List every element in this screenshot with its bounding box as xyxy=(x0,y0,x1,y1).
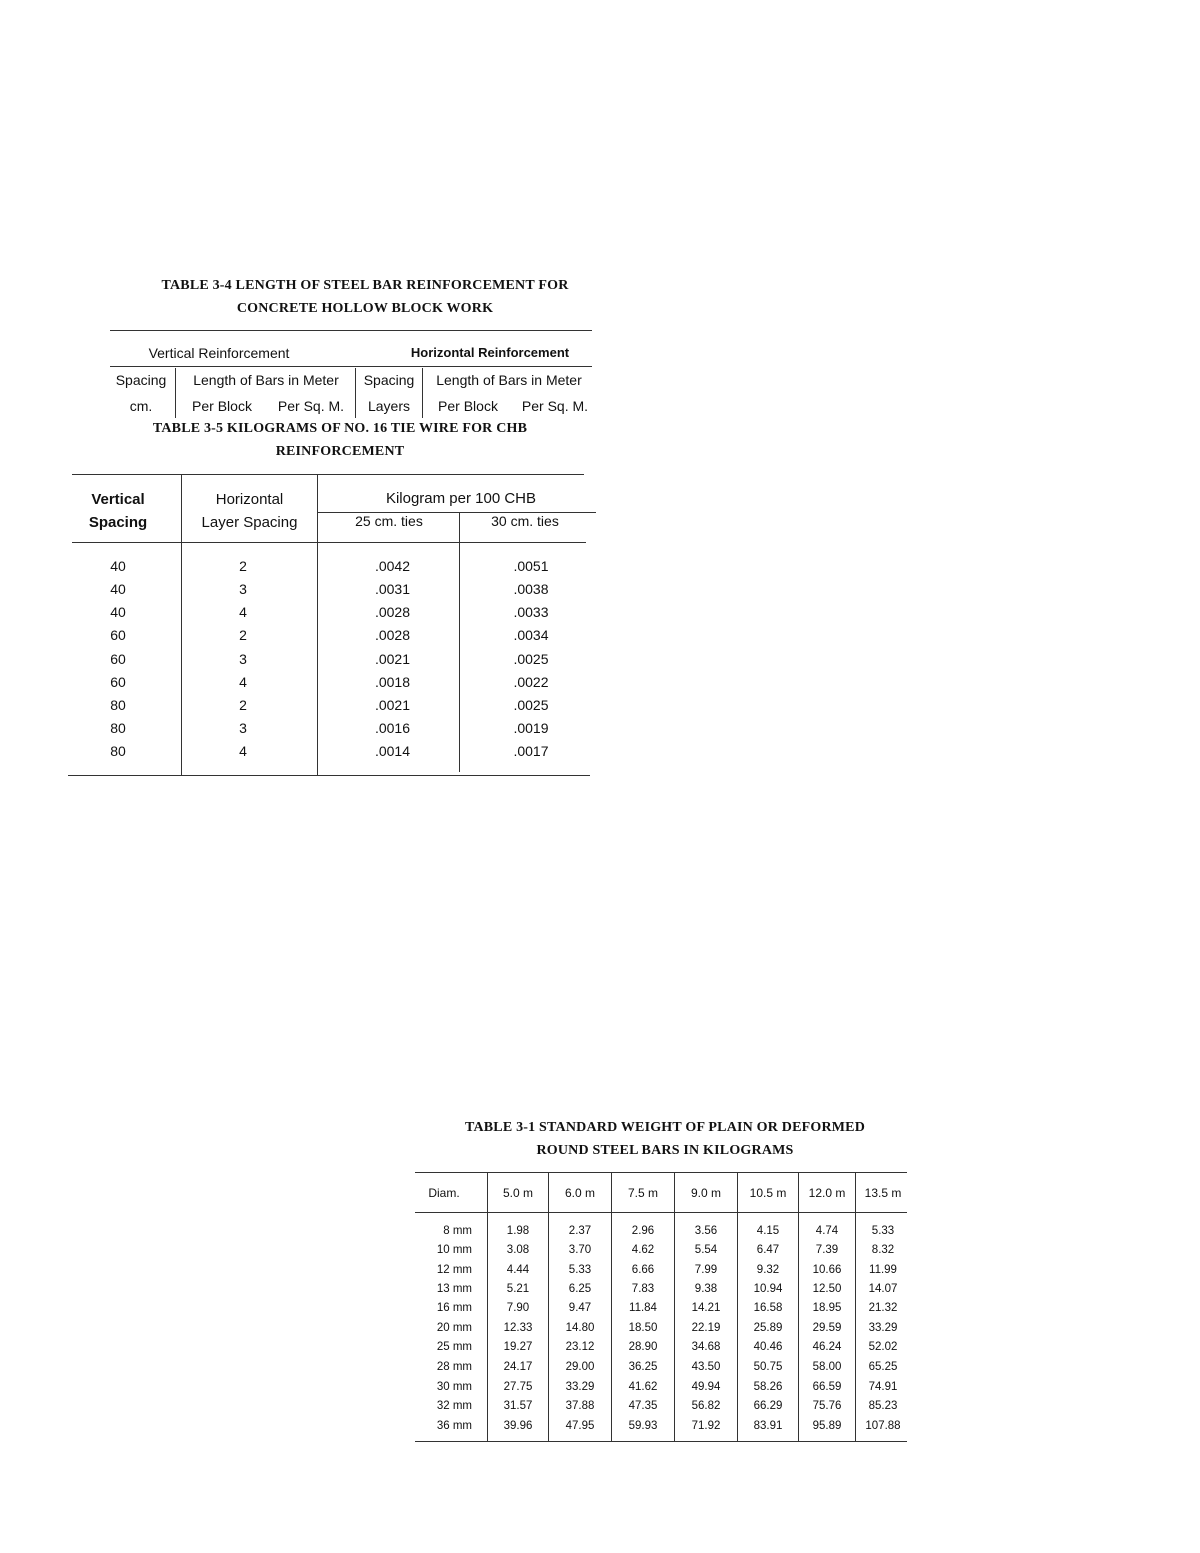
table-3-5-divider xyxy=(317,475,318,776)
table-3-5-top-rule xyxy=(72,474,584,475)
table-3-1-header-length: 5.0 m xyxy=(502,1186,533,1200)
table-3-1-weight: 1.98 xyxy=(506,1225,530,1237)
table-3-1-weight: 39.96 xyxy=(503,1420,533,1432)
table-3-5-title-line2: REINFORCEMENT xyxy=(275,444,405,459)
table-3-4-col-spacing-horizontal: Spacing xyxy=(363,372,415,388)
table-3-1-bottom-rule xyxy=(415,1441,907,1442)
table-3-1-header-diam: Diam. xyxy=(428,1186,460,1200)
table-3-5-header-spacing: Spacing xyxy=(88,514,148,531)
table-3-5-vertical-spacing: 80 xyxy=(110,720,126,736)
table-3-1-weight: 2.37 xyxy=(568,1225,592,1237)
table-3-1-weight: 85.23 xyxy=(868,1400,898,1412)
table-3-1-title xyxy=(400,1116,930,1162)
table-3-1-diameter: 36 mm xyxy=(436,1420,472,1432)
table-3-5-25cm-ties: .0021 xyxy=(374,651,411,667)
table-3-5-divider xyxy=(181,475,182,776)
table-3-1-weight: 58.26 xyxy=(753,1381,783,1393)
table-3-1-weight: 65.25 xyxy=(868,1361,898,1373)
table-3-1-weight: 3.70 xyxy=(568,1244,592,1256)
table-3-5-30cm-ties: .0051 xyxy=(513,558,549,574)
table-3-1-weight: 21.32 xyxy=(868,1302,898,1314)
table-3-1-weight: 74.91 xyxy=(868,1381,898,1393)
table-3-1-weight: 4.62 xyxy=(631,1244,655,1256)
table-3-1-weight: 50.75 xyxy=(753,1361,783,1373)
table-3-1-weight: 4.15 xyxy=(756,1225,780,1237)
table-3-1-weight: 75.76 xyxy=(812,1400,842,1412)
table-3-4-group-vertical: Vertical Reinforcement xyxy=(148,345,290,361)
table-3-1-header-rule xyxy=(415,1212,907,1213)
table-3-1-weight: 14.21 xyxy=(691,1302,721,1314)
table-3-4-sub-cm: cm. xyxy=(129,398,153,414)
table-3-1-weight: 2.96 xyxy=(631,1225,655,1237)
table-3-5-header-horizontal: Horizontal xyxy=(215,491,284,508)
table-3-5-25cm-ties: .0021 xyxy=(374,697,411,713)
table-3-1-weight: 16.58 xyxy=(753,1302,783,1314)
table-3-1-title-line2: ROUND STEEL BARS IN KILOGRAMS xyxy=(536,1143,794,1158)
table-3-1-title-line1: TABLE 3-1 STANDARD WEIGHT OF PLAIN OR DEFORMED xyxy=(464,1120,866,1135)
table-3-1-weight: 66.59 xyxy=(812,1381,842,1393)
table-3-1-weight: 95.89 xyxy=(812,1420,842,1432)
table-3-1-weight: 7.83 xyxy=(631,1283,655,1295)
table-3-1-header-length: 6.0 m xyxy=(564,1186,595,1200)
table-3-5-25cm-ties: .0028 xyxy=(374,604,411,620)
table-3-5-30cm-ties: .0019 xyxy=(513,720,549,736)
table-3-4-divider xyxy=(355,368,356,418)
table-3-4-sub-per-block-vertical: Per Block xyxy=(192,398,252,414)
table-3-5-30cm-ties: .0034 xyxy=(513,627,549,643)
table-3-1-weight: 7.90 xyxy=(506,1302,530,1314)
table-3-5-header-30cm: 30 cm. ties xyxy=(491,513,559,529)
table-3-1-weight: 9.38 xyxy=(694,1283,718,1295)
table-3-1-header-length: 12.0 m xyxy=(808,1186,846,1200)
table-3-1-diameter: 25 mm xyxy=(436,1341,472,1353)
table-3-1-diameter: 16 mm xyxy=(436,1302,472,1314)
table-3-5-layer-spacing: 2 xyxy=(239,558,247,574)
table-3-1-weight: 19.27 xyxy=(503,1341,533,1353)
table-3-1-weight: 37.88 xyxy=(565,1400,595,1412)
table-3-5-title-line1: TABLE 3-5 KILOGRAMS OF NO. 16 TIE WIRE FOR CHB xyxy=(152,421,528,436)
table-3-5-vertical-spacing: 60 xyxy=(110,651,126,667)
table-3-5-30cm-ties: .0038 xyxy=(513,581,549,597)
table-3-1-weight: 71.92 xyxy=(691,1420,721,1432)
table-3-5-vertical-spacing: 60 xyxy=(110,674,126,690)
table-3-1-weight: 28.90 xyxy=(628,1341,658,1353)
table-3-1-weight: 11.99 xyxy=(869,1264,897,1276)
table-3-1-header-length: 10.5 m xyxy=(749,1186,787,1200)
table-3-1-weight: 4.74 xyxy=(815,1225,839,1237)
table-3-1-diameter: 12 mm xyxy=(436,1264,472,1276)
table-3-5-30cm-ties: .0017 xyxy=(513,743,549,759)
table-3-1-weight: 7.99 xyxy=(694,1264,718,1276)
table-3-1-weight: 18.95 xyxy=(812,1302,842,1314)
table-3-4-sub-per-sqm-horizontal: Per Sq. M. xyxy=(521,398,589,414)
table-3-4-sub-per-block-horizontal: Per Block xyxy=(438,398,498,414)
table-3-1-weight: 47.35 xyxy=(628,1400,658,1412)
table-3-1-weight: 18.50 xyxy=(628,1322,658,1334)
table-3-1-weight: 23.12 xyxy=(565,1341,595,1353)
table-3-5-layer-spacing: 2 xyxy=(239,627,247,643)
table-3-1-weight: 6.66 xyxy=(631,1264,655,1276)
table-3-1-diameter: 20 mm xyxy=(436,1322,472,1334)
table-3-4-col-spacing: Spacing xyxy=(115,372,167,388)
table-3-1-weight: 31.57 xyxy=(503,1400,533,1412)
table-3-1-weight: 5.54 xyxy=(694,1244,718,1256)
table-3-5-25cm-ties: .0031 xyxy=(374,581,411,597)
table-3-1-weight: 9.47 xyxy=(568,1302,592,1314)
table-3-1-weight: 34.68 xyxy=(691,1341,721,1353)
table-3-5-vertical-spacing: 40 xyxy=(110,581,126,597)
table-3-1-weight: 5.33 xyxy=(871,1225,895,1237)
table-3-1-weight: 36.25 xyxy=(628,1361,658,1373)
table-3-4-group-rule xyxy=(110,366,592,367)
table-3-1-weight: 4.44 xyxy=(506,1264,530,1276)
table-3-5-layer-spacing: 3 xyxy=(239,581,247,597)
table-3-1-weight: 8.32 xyxy=(871,1244,895,1256)
table-3-5-header-kilogram: Kilogram per 100 CHB xyxy=(385,490,537,507)
table-3-4-title xyxy=(60,274,670,320)
table-3-5-25cm-ties: .0016 xyxy=(374,720,411,736)
table-3-1-weight: 41.62 xyxy=(628,1381,658,1393)
table-3-1-diameter: 8 mm xyxy=(443,1225,472,1237)
table-3-1-weight: 3.08 xyxy=(506,1244,530,1256)
table-3-1-weight: 5.33 xyxy=(568,1264,592,1276)
table-3-1-weight: 14.07 xyxy=(868,1283,898,1295)
table-3-1-diameter: 13 mm xyxy=(436,1283,472,1295)
table-3-1-header-length: 13.5 m xyxy=(864,1186,902,1200)
table-3-5-layer-spacing: 4 xyxy=(239,743,247,759)
table-3-1-weight: 58.00 xyxy=(812,1361,842,1373)
table-3-5-25cm-ties: .0014 xyxy=(374,743,411,759)
table-3-1-weight: 9.32 xyxy=(756,1264,780,1276)
table-3-5-25cm-ties: .0028 xyxy=(374,627,411,643)
table-3-5-layer-spacing: 4 xyxy=(239,674,247,690)
table-3-1-top-rule xyxy=(415,1172,907,1173)
table-3-1-weight: 12.50 xyxy=(812,1283,842,1295)
table-3-1-weight: 11.84 xyxy=(629,1302,657,1314)
table-3-5-vertical-spacing: 80 xyxy=(110,697,126,713)
table-3-1-weight: 24.17 xyxy=(503,1361,533,1373)
table-3-1-weight: 14.80 xyxy=(565,1322,595,1334)
table-3-1-weight: 22.19 xyxy=(691,1322,721,1334)
table-3-4-sub-layers: Layers xyxy=(367,398,411,414)
table-3-5-vertical-spacing: 60 xyxy=(110,627,126,643)
table-3-5-title xyxy=(60,417,620,463)
table-3-1-weight: 52.02 xyxy=(868,1341,898,1353)
table-3-4-title-line1: TABLE 3-4 LENGTH OF STEEL BAR REINFORCEMENT FOR xyxy=(161,278,569,293)
table-3-1-diameter: 28 mm xyxy=(436,1361,472,1373)
table-3-1-weight: 40.46 xyxy=(753,1341,783,1353)
table-3-1-weight: 10.94 xyxy=(753,1283,783,1295)
table-3-1-weight: 59.93 xyxy=(628,1420,658,1432)
table-3-5-30cm-ties: .0025 xyxy=(513,697,549,713)
table-3-1-weight: 5.21 xyxy=(506,1283,530,1295)
table-3-5-layer-spacing: 2 xyxy=(239,697,247,713)
table-3-1-diameter: 30 mm xyxy=(436,1381,472,1393)
table-3-1-weight: 56.82 xyxy=(691,1400,721,1412)
table-3-5-header-vertical: Vertical xyxy=(91,491,145,508)
table-3-5-vertical-spacing: 40 xyxy=(110,558,126,574)
table-3-5-30cm-ties: .0033 xyxy=(513,604,549,620)
table-3-4-col-length-horizontal: Length of Bars in Meter xyxy=(436,372,582,388)
table-3-5-25cm-ties: .0018 xyxy=(374,674,411,690)
table-3-5-30cm-ties: .0025 xyxy=(513,651,549,667)
table-3-4-divider xyxy=(175,368,176,418)
table-3-5-header-rule xyxy=(72,542,586,543)
table-3-1-weight: 83.91 xyxy=(753,1420,783,1432)
table-3-5-header-layer-spacing: Layer Spacing xyxy=(201,514,298,531)
table-3-5-layer-spacing: 3 xyxy=(239,651,247,667)
table-3-1-weight: 49.94 xyxy=(691,1381,721,1393)
table-3-1-weight: 3.56 xyxy=(694,1225,718,1237)
table-3-1-weight: 7.39 xyxy=(815,1244,839,1256)
table-3-5-vertical-spacing: 40 xyxy=(110,604,126,620)
table-3-4-top-rule xyxy=(110,330,592,331)
table-3-1-weight: 107.88 xyxy=(865,1420,901,1432)
table-3-1-weight: 33.29 xyxy=(868,1322,898,1334)
table-3-1-diameter: 32 mm xyxy=(436,1400,472,1412)
table-3-1-weight: 12.33 xyxy=(503,1322,533,1334)
table-3-1-weight: 66.29 xyxy=(753,1400,783,1412)
table-3-4-title-line2: CONCRETE HOLLOW BLOCK WORK xyxy=(236,301,494,316)
table-3-1-weight: 46.24 xyxy=(812,1341,842,1353)
table-3-1-weight: 10.66 xyxy=(812,1264,842,1276)
table-3-1-header-length: 7.5 m xyxy=(627,1186,658,1200)
table-3-1-weight: 29.00 xyxy=(565,1361,595,1373)
table-3-1-weight: 47.95 xyxy=(565,1420,595,1432)
table-3-1-diameter: 10 mm xyxy=(436,1244,472,1256)
table-3-5-25cm-ties: .0042 xyxy=(374,558,411,574)
table-3-1-weight: 25.89 xyxy=(753,1322,783,1334)
table-3-5-bottom-rule xyxy=(68,775,590,776)
table-3-4-group-horizontal: Horizontal Reinforcement xyxy=(410,345,570,360)
table-3-1-header-length: 9.0 m xyxy=(690,1186,721,1200)
table-3-1-weight: 27.75 xyxy=(503,1381,533,1393)
table-3-1-weight: 6.47 xyxy=(756,1244,780,1256)
table-3-4-col-length-vertical: Length of Bars in Meter xyxy=(193,372,339,388)
table-3-5-header-25cm: 25 cm. ties xyxy=(355,513,423,529)
table-3-4-divider xyxy=(422,368,423,418)
table-3-5-layer-spacing: 4 xyxy=(239,604,247,620)
table-3-1-weight: 29.59 xyxy=(812,1322,842,1334)
table-3-4-sub-per-sqm-vertical: Per Sq. M. xyxy=(277,398,345,414)
table-3-5-vertical-spacing: 80 xyxy=(110,743,126,759)
table-3-5-layer-spacing: 3 xyxy=(239,720,247,736)
table-3-5-30cm-ties: .0022 xyxy=(513,674,549,690)
table-3-1-weight: 33.29 xyxy=(565,1381,595,1393)
table-3-1-weight: 6.25 xyxy=(568,1283,592,1295)
table-3-1-weight: 43.50 xyxy=(691,1361,721,1373)
